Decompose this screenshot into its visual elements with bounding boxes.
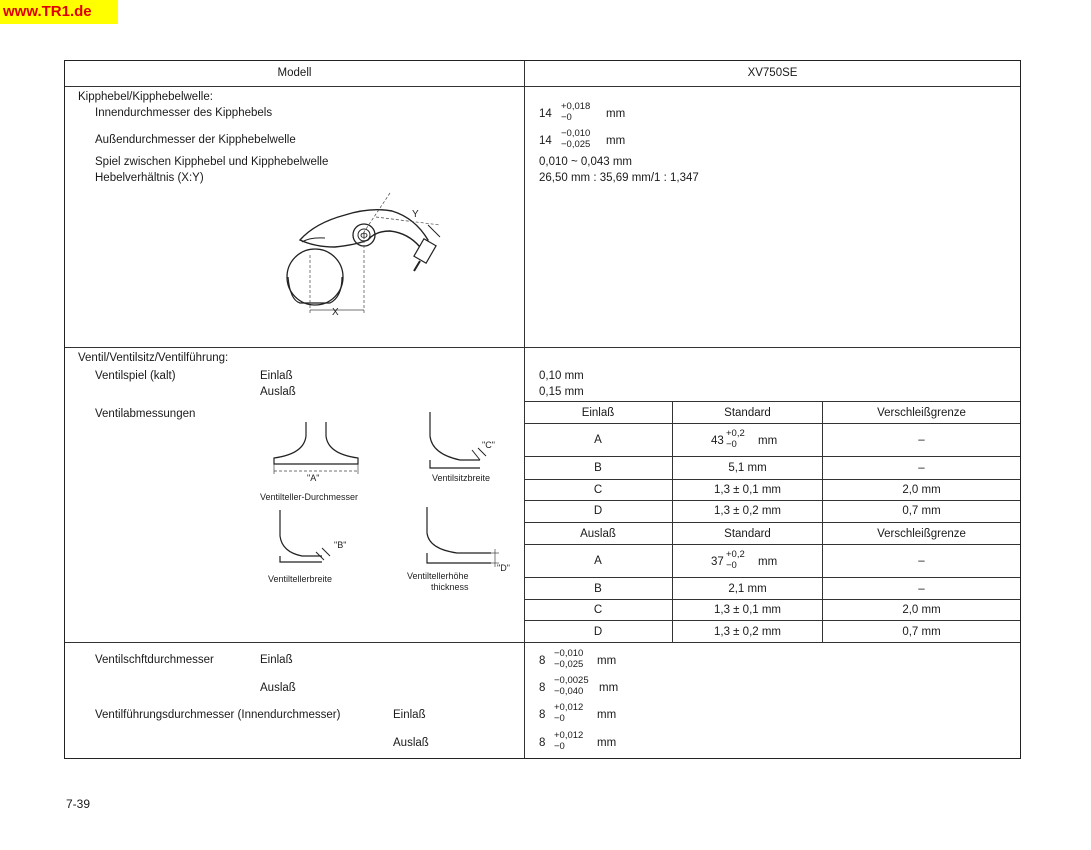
vt-intake-head-1: Einlaß [581, 407, 615, 419]
guide-exhaust-unit: mm [597, 737, 617, 749]
valve-clearance-label: Ventilspiel (kalt) [95, 370, 176, 382]
vt-intake-a-base: 43 [711, 435, 724, 447]
vt-exhaust-a-key: A [594, 555, 602, 567]
stem-intake-label: Einlaß [260, 654, 293, 666]
vt-exhaust-head-3: Verschleißgrenze [877, 528, 966, 540]
header-model-label: Modell [277, 67, 312, 79]
valve-dims-label: Ventilabmessungen [95, 408, 196, 420]
rocker-clearance-label: Spiel zwischen Kipphebel und Kipphebelwelle [95, 156, 329, 168]
vt-h3 [524, 479, 1020, 480]
valve-diagram-b [262, 508, 372, 588]
vt-exhaust-a-upper: +0,2 [726, 549, 745, 560]
valve-clearance-exhaust-label: Auslaß [260, 386, 296, 398]
guide-intake-upper: +0,012 [554, 702, 584, 713]
valve-diagram-d [405, 505, 530, 595]
guide-exhaust-label: Auslaß [393, 737, 429, 749]
valve-diagram-a [258, 420, 378, 510]
header-model-value: XV750SE [747, 67, 798, 79]
vt-intake-c-limit: 2,0 mm [902, 484, 941, 496]
valve-diagram-c-mark: "C" [482, 440, 495, 450]
rocker-diagram-x: X [332, 307, 339, 318]
rocker-inner-dia-base: 14 [539, 108, 552, 120]
vt-intake-b-std: 5,1 mm [728, 462, 767, 474]
vt-exhaust-c-std: 1,3 ± 0,1 mm [713, 604, 782, 616]
valve-clearance-intake-value: 0,10 mm [539, 370, 584, 382]
guide-exhaust-base: 8 [539, 737, 546, 749]
vt-h8 [524, 599, 1020, 600]
rocker-inner-dia-unit: mm [606, 108, 626, 120]
rocker-shaft-dia-base: 14 [539, 135, 552, 147]
vt-exhaust-a-unit: mm [758, 556, 778, 568]
valve-clearance-exhaust-value: 0,15 mm [539, 386, 584, 398]
guide-intake-unit: mm [597, 709, 617, 721]
rocker-ratio-label: Hebelverhältnis (X:Y) [95, 172, 204, 184]
rocker-shaft-dia-label: Außendurchmesser der Kipphebelwelle [95, 134, 296, 146]
vt-intake-a-upper: +0,2 [726, 428, 745, 439]
vt-h4 [524, 500, 1020, 501]
vt-h9 [524, 620, 1020, 621]
vt-h2 [524, 456, 1020, 457]
valve-diagram-b-caption: Ventiltellerbreite [268, 574, 333, 584]
valve-diagram-c [420, 410, 515, 490]
vt-intake-b-key: B [594, 462, 602, 474]
vt-intake-d-limit: 0,7 mm [902, 505, 941, 517]
rocker-diagram-phi: Φ [360, 231, 368, 242]
stem-intake-lower: −0,025 [554, 659, 584, 670]
vt-exhaust-b-limit: – [918, 583, 925, 595]
vt-intake-d-key: D [593, 505, 603, 517]
rocker-inner-dia-lower: −0 [561, 112, 572, 123]
vt-intake-b-limit: – [918, 462, 925, 474]
stem-intake-unit: mm [597, 655, 617, 667]
stem-label: Ventilschftdurchmesser [95, 654, 214, 666]
stem-intake-base: 8 [539, 655, 546, 667]
stem-exhaust-unit: mm [599, 682, 619, 694]
vt-exhaust-c-limit: 2,0 mm [902, 604, 941, 616]
vt-exhaust-b-std: 2,1 mm [728, 583, 767, 595]
vt-h6 [524, 544, 1020, 545]
vt-intake-c-key: C [593, 484, 603, 496]
vt-exhaust-a-base: 37 [711, 556, 724, 568]
stem-exhaust-base: 8 [539, 682, 546, 694]
guide-intake-lower: −0 [554, 713, 565, 724]
guide-exhaust-upper: +0,012 [554, 730, 584, 741]
vt-exhaust-d-key: D [593, 626, 603, 638]
stem-intake-upper: −0,010 [554, 648, 584, 659]
vt-top [524, 401, 1020, 402]
vt-intake-c-std: 1,3 ± 0,1 mm [713, 484, 782, 496]
vt-h7 [524, 577, 1020, 578]
valve-diagram-d-caption-2: thickness [431, 582, 469, 592]
vt-h5 [524, 522, 1020, 523]
stem-exhaust-lower: −0,040 [554, 686, 584, 697]
watermark: www.TR1.de [0, 0, 118, 24]
guide-intake-label: Einlaß [393, 709, 426, 721]
vt-exhaust-d-limit: 0,7 mm [902, 626, 941, 638]
vt-intake-d-std: 1,3 ± 0,2 mm [713, 505, 782, 517]
vt-intake-a-unit: mm [758, 435, 778, 447]
valve-diagram-a-mark: "A" [307, 473, 320, 483]
vt-exhaust-b-key: B [594, 583, 602, 595]
rocker-ratio-value: 26,50 mm : 35,69 mm/1 : 1,347 [539, 172, 699, 184]
rocker-shaft-dia-lower: −0,025 [561, 139, 591, 150]
rocker-arm-diagram [280, 185, 470, 325]
valve-clearance-intake-label: Einlaß [260, 370, 293, 382]
vt-intake-head-3: Verschleißgrenze [877, 407, 966, 419]
valve-diagram-d-mark: "D" [497, 563, 510, 573]
header-divider [65, 86, 1020, 87]
vt-h1 [524, 423, 1020, 424]
valve-diagram-c-caption: Ventilsitzbreite [432, 473, 491, 483]
rocker-shaft-dia-unit: mm [606, 135, 626, 147]
vt-exhaust-c-key: C [593, 604, 603, 616]
vt-exhaust-head-1: Auslaß [580, 528, 616, 540]
valve-section-title: Ventil/Ventilsitz/Ventilführung: [78, 352, 229, 364]
guide-exhaust-lower: −0 [554, 741, 565, 752]
vt-exhaust-head-2: Standard [724, 528, 771, 540]
vt-intake-a-limit: – [918, 434, 925, 446]
stem-exhaust-label: Auslaß [260, 682, 296, 694]
section-divider-2 [65, 642, 1020, 643]
vt-exhaust-a-limit: – [918, 555, 925, 567]
stem-exhaust-upper: −0,0025 [554, 675, 589, 686]
rocker-shaft-dia-upper: −0,010 [561, 128, 591, 139]
vt-exhaust-a-lower: −0 [726, 560, 737, 571]
vt-intake-a-key: A [594, 434, 602, 446]
rocker-clearance-value: 0,010 ~ 0,043 mm [539, 156, 633, 168]
valve-diagram-a-caption: Ventilteller-Durchmesser [260, 492, 359, 502]
rocker-inner-dia-label: Innendurchmesser des Kipphebels [95, 107, 273, 119]
valve-diagram-b-mark: "B" [334, 540, 347, 550]
vt-intake-a-lower: −0 [726, 439, 737, 450]
rocker-diagram-y: Y [412, 209, 419, 220]
rocker-section-title: Kipphebel/Kipphebelwelle: [78, 91, 213, 103]
vt-exhaust-d-std: 1,3 ± 0,2 mm [713, 626, 782, 638]
valve-diagram-d-caption-1: Ventiltellerhöhe [407, 571, 469, 581]
vt-intake-head-2: Standard [724, 407, 771, 419]
page-number: 7-39 [66, 797, 91, 811]
section-divider-1 [65, 347, 1020, 348]
guide-label: Ventilführungsdurchmesser (Innendurchmesser) [95, 709, 341, 721]
guide-intake-base: 8 [539, 709, 546, 721]
rocker-inner-dia-upper: +0,018 [561, 101, 591, 112]
